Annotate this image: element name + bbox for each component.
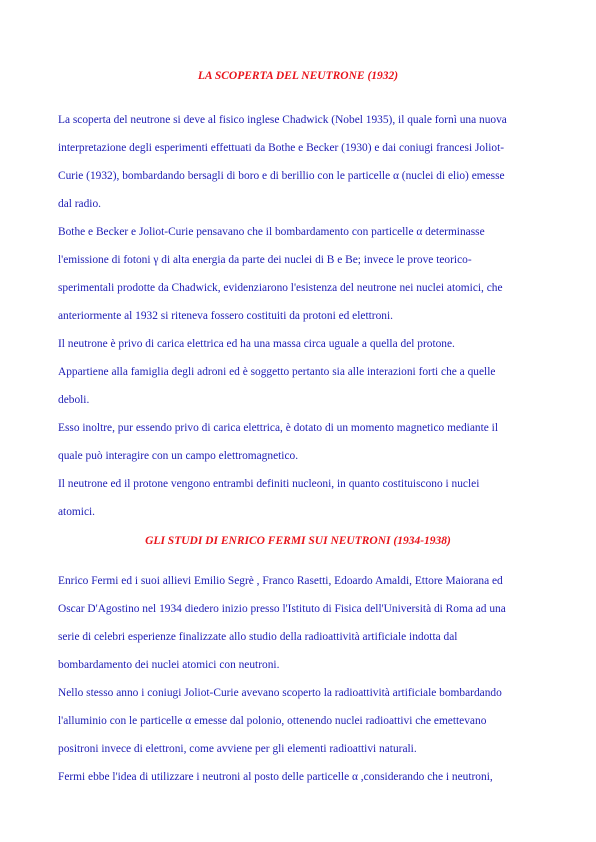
paragraph-line: sperimentali prodotte da Chadwick, evidenziarono l'esistenza del neutrone nei nuclei atomici, che [58,282,503,294]
section-heading-fermi-studies: GLI STUDI DI ENRICO FERMI SUI NEUTRONI (1934-1938) [145,535,451,547]
section-heading-neutron-discovery: LA SCOPERTA DEL NEUTRONE (1932) [197,70,399,82]
paragraph-line: Il neutrone ed il protone vengono entrambi definiti nucleoni, in quanto costituiscono i nuclei [58,478,480,490]
paragraph-line: Bothe e Becker e Joliot-Curie pensavano che il bombardamento con particelle α determinasse [58,226,485,238]
paragraph-line: l'alluminio con le particelle α emesse dal polonio, ottenendo nuclei radioattivi che emettevano [58,715,487,727]
paragraph-line: deboli. [58,394,90,406]
paragraph-line: Curie (1932), bombardando bersagli di boro e di berillio con le particelle α (nuclei di elio) emesse [58,170,505,182]
paragraph-line: Nello stesso anno i coniugi Joliot-Curie avevano scoperto la radioattività artificiale bombardando [58,687,502,699]
paragraph-line: Esso inoltre, pur essendo privo di carica elettrica, è dotato di un momento magnetico mediante il [58,422,498,434]
paragraph-line: anteriormente al 1932 si riteneva fossero costituiti da protoni ed elettroni. [58,310,393,322]
paragraph-line: Il neutrone è privo di carica elettrica ed ha una massa circa uguale a quella del protone. [58,338,455,350]
paragraph-line: La scoperta del neutrone si deve al fisico inglese Chadwick (Nobel 1935), il quale fornì una nuova [58,114,507,126]
paragraph-line: serie di celebri esperienze finalizzate allo studio della radioattività artificiale indotta dal [58,631,458,643]
paragraph-line: Fermi ebbe l'idea di utilizzare i neutroni al posto delle particelle α ,considerando che i neutroni, [58,771,493,783]
paragraph-line: bombardamento dei nuclei atomici con neutroni. [58,659,280,671]
paragraph-line: Oscar D'Agostino nel 1934 diedero inizio presso l'Istituto di Fisica dell'Università di Roma ad una [58,603,506,615]
paragraph-line: interpretazione degli esperimenti effettuati da Bothe e Becker (1930) e dai coniugi francesi Joliot- [58,142,505,154]
paragraph-line: positroni invece di elettroni, come avviene per gli elementi radioattivi naturali. [58,743,417,755]
paragraph-line: l'emissione di fotoni γ di alta energia da parte dei nuclei di B e Be; invece le prove teorico- [58,254,472,266]
paragraph-line: quale può interagire con un campo elettromagnetico. [58,450,299,462]
paragraph-line: atomici. [58,506,96,518]
paragraph-line: dal radio. [58,198,102,210]
paragraph-line: Appartiene alla famiglia degli adroni ed è soggetto pertanto sia alle interazioni forti che a quelle [58,366,496,378]
paragraph-line: Enrico Fermi ed i suoi allievi Emilio Segrè , Franco Rasetti, Edoardo Amaldi, Ettore Maiorana ed [58,575,503,587]
